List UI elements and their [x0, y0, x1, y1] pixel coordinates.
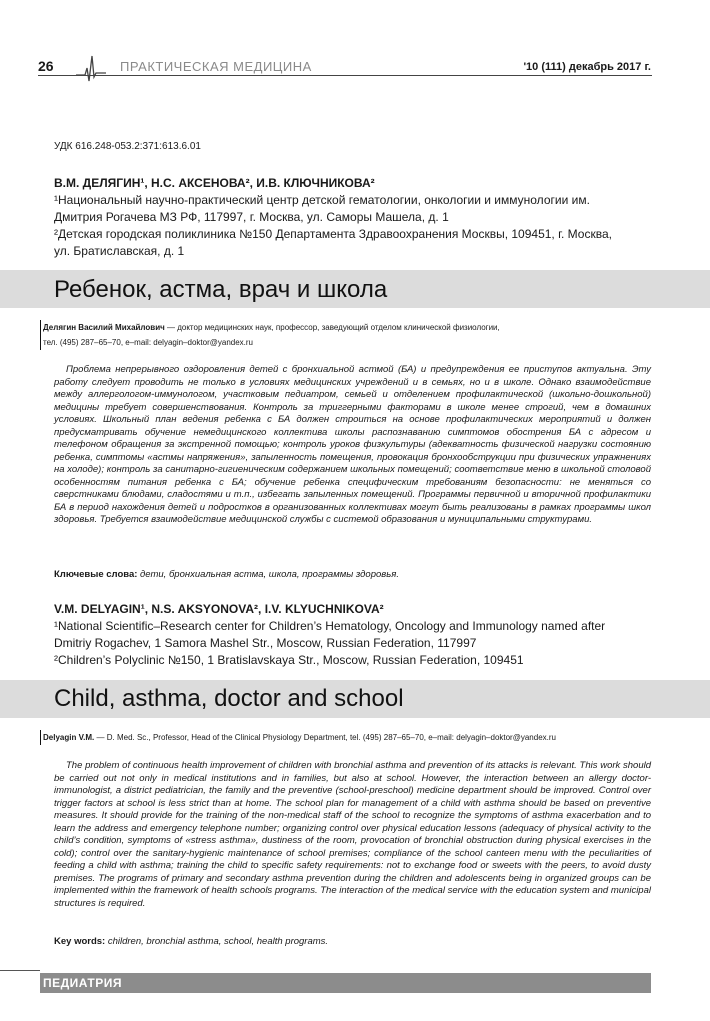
footer-band [40, 973, 651, 993]
authors-en: V.M. DELYAGIN¹, N.S. AKSYONOVA², I.V. KLYUCHNIKOVA² [54, 602, 384, 616]
affiliation-en-1b: Dmitriy Rogachev, 1 Samora Mashel Str., Moscow, Russian Federation, 117997 [54, 636, 477, 650]
contact-ru [40, 320, 500, 350]
section-name: ПЕДИАТРИЯ [43, 976, 122, 990]
keywords-en [54, 936, 328, 949]
affiliations-en [54, 618, 654, 669]
journal-title: ПРАКТИЧЕСКАЯ МЕДИЦИНА [120, 59, 312, 74]
contact-details-ru: — доктор медицинских наук, профессор, заведующий отделом клинической физиологии, [164, 323, 500, 332]
keywords-value-ru: дети, бронхиальная астма, школа, программы здоровья. [137, 569, 399, 580]
contact-phone-ru: тел. (495) 287–65–70, e–mail: delyagin–doktor@yandex.ru [43, 338, 254, 347]
pulse-logo-icon [76, 52, 106, 82]
affiliation-ru-1a: ¹Национальный научно-практический центр детской гематологии, онкологии и иммунологии им. [54, 193, 590, 207]
authors-ru: В.М. ДЕЛЯГИН¹, Н.С. АКСЕНОВА², И.В. КЛЮЧНИКОВА² [54, 176, 375, 190]
contact-name-en: Delyagin V.M. [43, 733, 95, 742]
title-band-ru [0, 270, 710, 308]
contact-details-en: — D. Med. Sc., Professor, Head of the Clinical Physiology Department, tel. (495) 287–65–70, e–mail: delyagin–doktor@yandex.ru [94, 733, 556, 742]
abstract-en: The problem of continuous health improvement of children with bronchial asthma and prevention of its attacks is relevant. This work should be carried out not only in medical institutions and in families, but also at school. However, the interaction between an allergy doctor-immunologist, a district pediatrician, the family and the preventive (school-preschool) medicine department should be improved. Control over trigger factors at school is less strict than at home. The school plan for management of a child with asthma should be based on preventive measures. It should provide for the training of the non-medical staff of the school to recognize the symptoms of asthma exacerbation and to learn the address and emergency telephone number; organizing control over physical education lessons (adequacy of physical activity to the child’s condition, symptoms of «stress asthma», dustiness of the room, provocation of bronchial obstruction during physical exercises in the cold); control over the sanitary-hygienic maintenance of school premises; compliance of the school canteen menu with the peculiarities of feeding a child with asthma; training the child to specific safety requirements: not to exchange food or sweets with the peers, to avoid dusty premises. The programs of primary and secondary asthma prevention during the children and adolescents being in organized groups can be implemented within the framework of health schools programs. The interaction of the medical service with the education system and municipal structures is required. [54, 760, 651, 909]
affiliation-ru-1b: Дмитрия Рогачева МЗ РФ, 117997, г. Москва, ул. Саморы Машела, д. 1 [54, 210, 449, 224]
title-band-en [0, 680, 710, 718]
footer-rule [0, 970, 40, 971]
affiliation-ru-2a: ²Детская городская поликлиника №150 Департамента Здравоохранения Москвы, 109451, г. Москва, [54, 227, 612, 241]
affiliations-ru [54, 192, 654, 260]
affiliation-ru-2b: ул. Братиславская, д. 1 [54, 244, 185, 258]
keywords-ru [54, 569, 399, 582]
page-number: 26 [38, 58, 54, 74]
abstract-ru: Проблема непрерывного оздоровления детей с бронхиальной астмой (БА) и предупреждения ее приступов актуальна. Эту работу следует проводить не только в условиях медицинских учреждений и в семьях, но и в школе. Однако взаимодействие между аллергологом-иммунологом, участковым педиатром, семьей и отделением профилактической (школьно-дошкольной) медицины требует совершенствования. Контроль за триггерными факторами в школе менее строгий, чем в домашних условиях. Школьный план ведения ребенка с БА должен строиться на основе профилактических мероприятий и должен предусматривать обучение немедицинского коллектива школы распознаванию симптомов обострения БА с адресом и телефоном обращения за экстренной помощью; контроль уроков физкультуры (адекватность физической нагрузки состоянию ребенка, симптомы «астмы напряжения», запыленность помещения, провокация бронхообструкции при физических упражнениях на холоде); контроль за санитарно-гигиеническим содержанием школьных помещений; соответствие меню в школьной столовой особенностям питания ребенка с БА; обучение ребенка специфическим требованиям безопасности: не меняться со сверстниками блюдами, сладостями и т.п., избегать запыленных помещений. Программы первичной и вторичной профилактики БА в период нахождения детей и подростков в организованных коллективах могут быть реализованы в рамках программы школ здоровья. Требуется взаимодействие медицинской службы с системой образования и муниципальными структурами. [54, 364, 651, 525]
keywords-value-en: children, bronchial asthma, school, health programs. [105, 936, 329, 947]
header-rule [38, 75, 652, 76]
contact-en [40, 730, 556, 745]
keywords-label-ru: Ключевые слова: [54, 569, 138, 580]
keywords-label-en: Key words: [54, 936, 106, 947]
contact-name-ru: Делягин Василий Михайлович [43, 323, 165, 332]
udk-code: УДК 616.248-053.2:371:613.6.01 [54, 141, 201, 152]
article-title-en: Child, asthma, doctor and school [54, 685, 404, 712]
issue-info: '10 (111) декабрь 2017 г. [523, 61, 651, 73]
article-title-ru: Ребенок, астма, врач и школа [54, 276, 388, 303]
affiliation-en-2: ²Children’s Polyclinic №150, 1 Bratislavskaya Str., Moscow, Russian Federation, 109451 [54, 653, 524, 667]
affiliation-en-1a: ¹National Scientific–Research center for Children’s Hematology, Oncology and Immunology named after [54, 619, 606, 633]
